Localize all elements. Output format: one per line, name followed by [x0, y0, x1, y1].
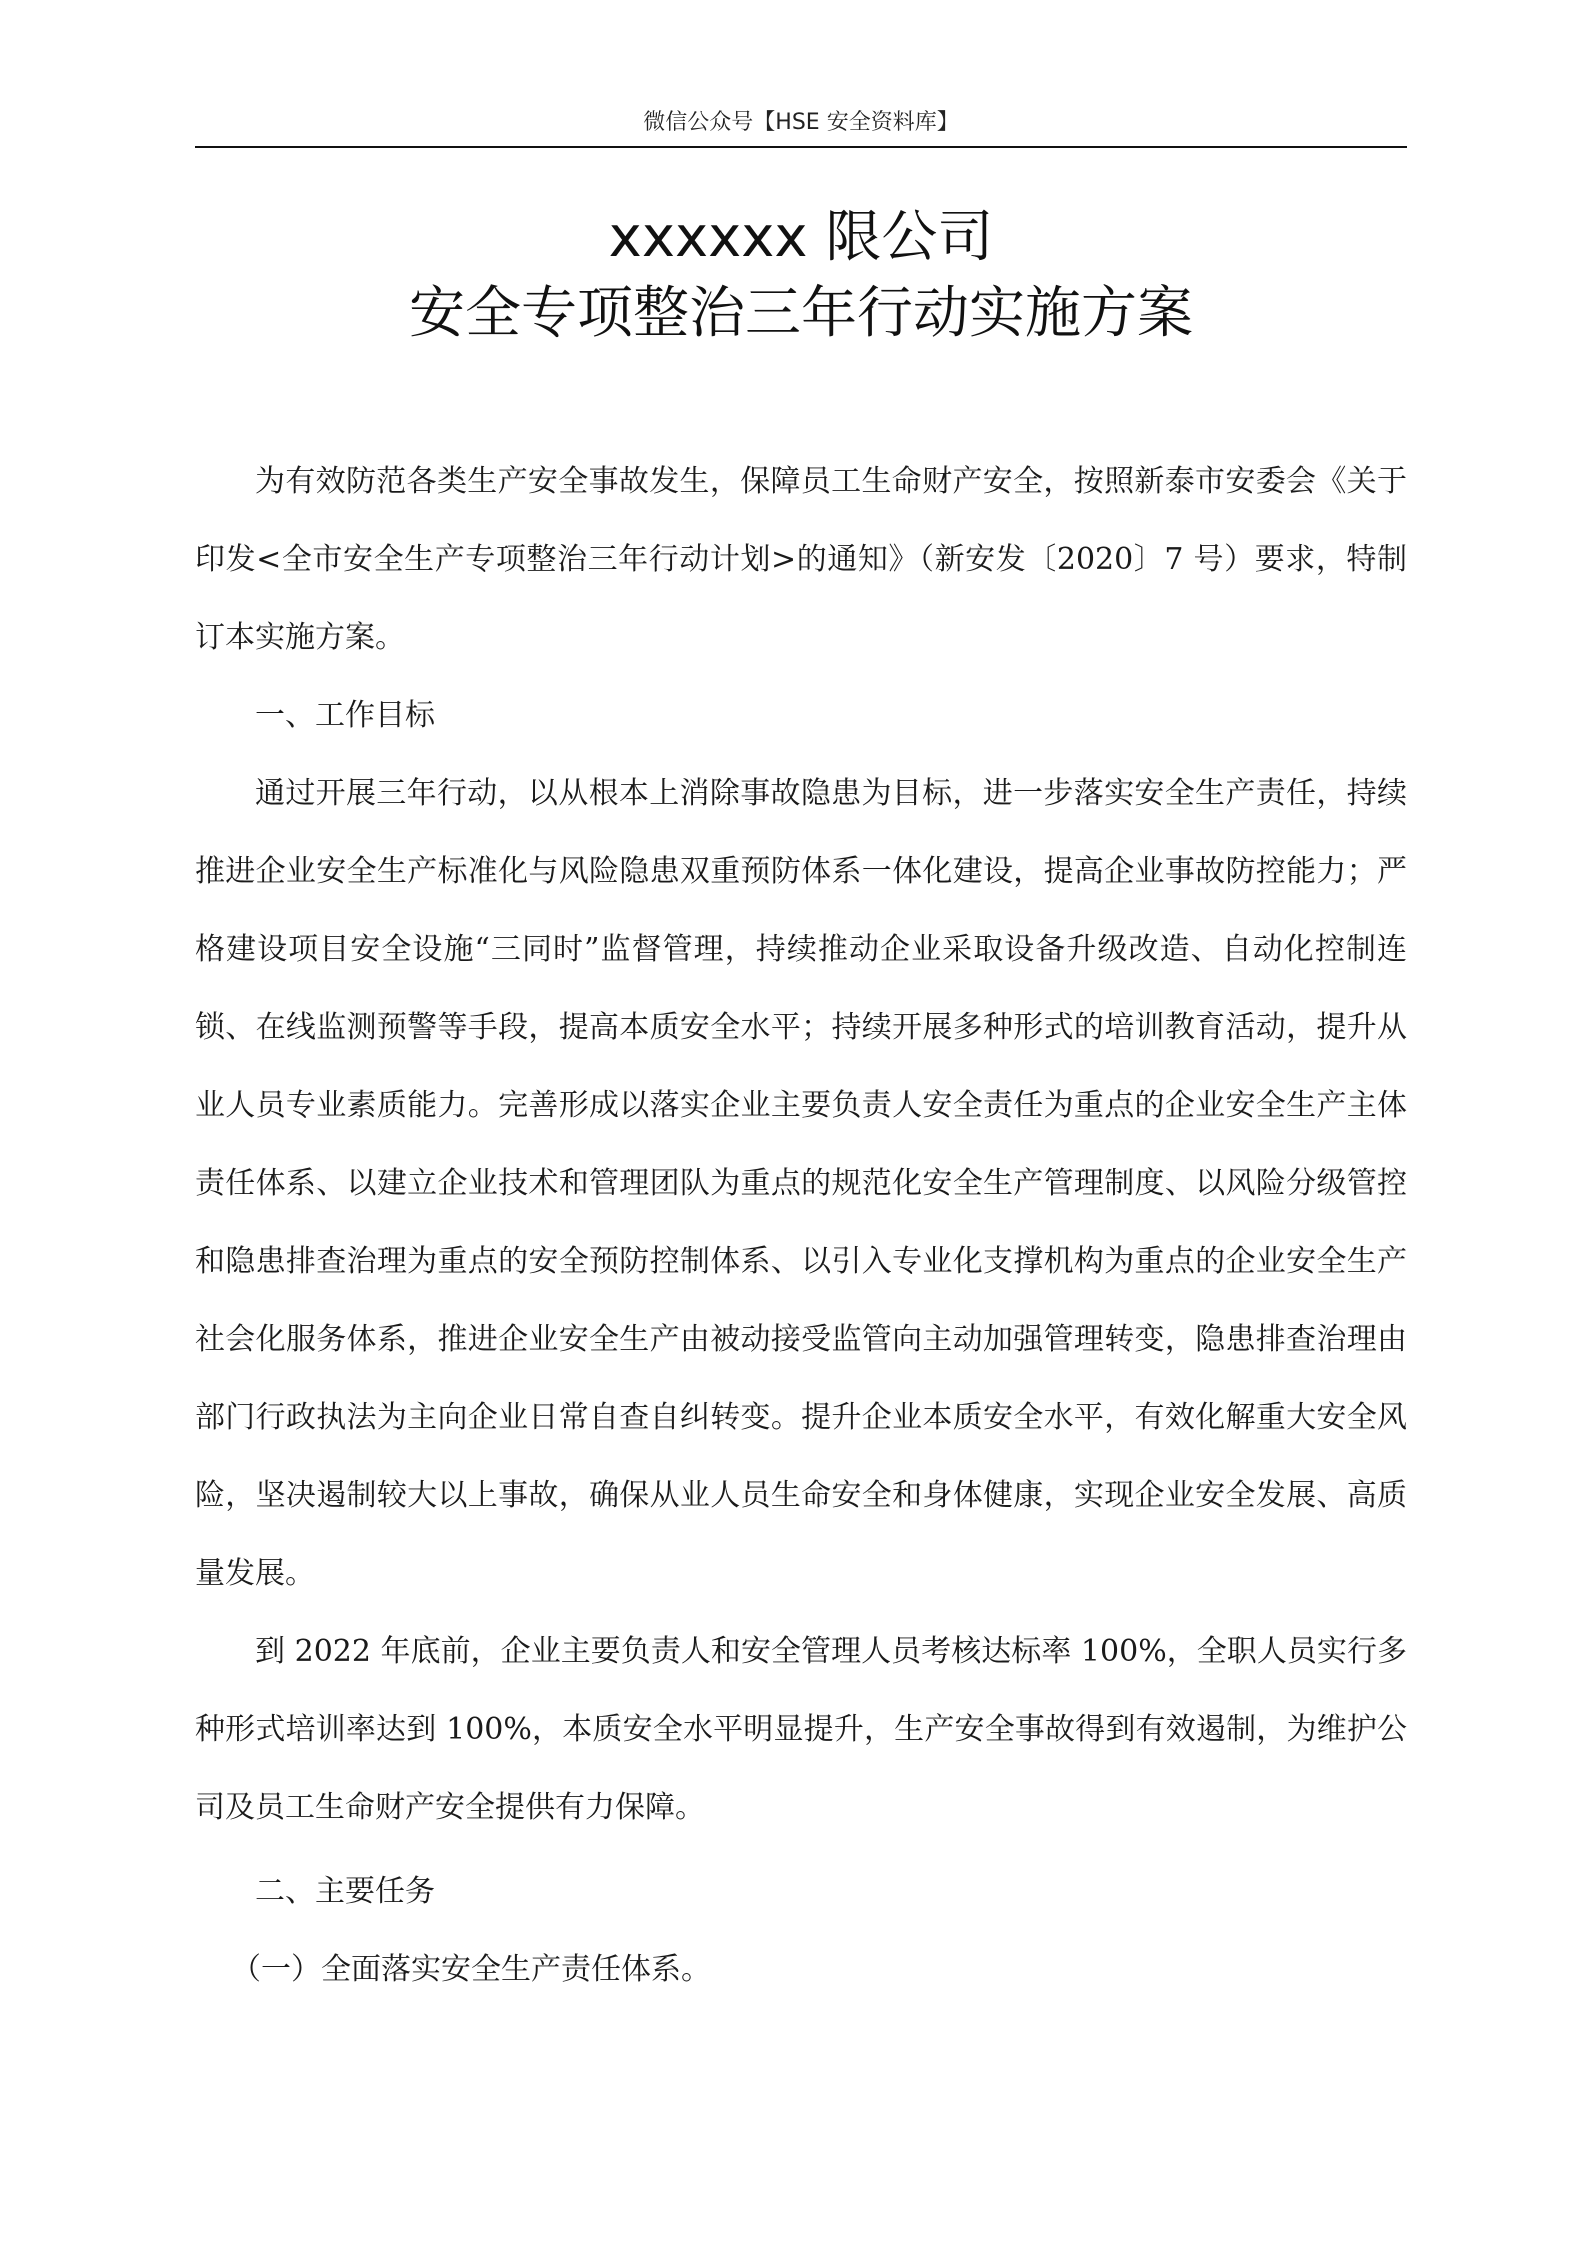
document-title-line-2: 安全专项整治三年行动实施方案: [409, 281, 1193, 346]
header-divider: [195, 146, 1407, 148]
section-1-heading: 一、工作目标: [255, 698, 435, 733]
section-2-subheading-1: （一）全面落实安全生产责任体系。: [231, 1952, 711, 1987]
document-body: [195, 443, 1407, 2009]
section-1-paragraph-2: 到 2022 年底前，企业主要负责人和安全管理人员考核达标率 100%，全职人员实行多种形式培训率达到 100%，本质安全水平明显提升，生产安全事故得到有效遏制，为维护公司及员工生命财产安全提供有力保障。: [195, 1634, 1407, 1825]
page-header: 微信公众号【HSE 安全资料库】: [643, 110, 959, 135]
document-title-line-1: xxxxxx 限公司: [608, 205, 994, 270]
section-2-heading: 二、主要任务: [255, 1874, 435, 1909]
intro-paragraph: 为有效防范各类生产安全事故发生，保障员工生命财产安全，按照新泰市安委会《关于印发<全市安全生产专项整治三年行动计划>的通知》（新安发〔2020〕7 号）要求，特制订本实施方案。: [195, 464, 1407, 655]
section-1-paragraph-1: 通过开展三年行动，以从根本上消除事故隐患为目标，进一步落实安全生产责任，持续推进企业安全生产标准化与风险隐患双重预防体系一体化建设，提高企业事故防控能力；严格建设项目安全设施“三同时”监督管理，持续推动企业采取设备升级改造、自动化控制连锁、在线监测预警等手段，提高本质安全水平；持续开展多种形式的培训教育活动，提升从业人员专业素质能力。完善形成以落实企业主要负责人安全责任为重点的企业安全生产主体责任体系、以建立企业技术和管理团队为重点的规范化安全生产管理制度、以风险分级管控和隐患排查治理为重点的安全预防控制体系、以引入专业化支撑机构为重点的企业安全生产社会化服务体系，推进企业安全生产由被动接受监管向主动加强管理转变，隐患排查治理由部门行政执法为主向企业日常自查自纠转变。提升企业本质安全水平，有效化解重大安全风险，坚决遏制较大以上事故，确保从业人员生命安全和身体健康，实现企业安全发展、高质量发展。: [195, 776, 1407, 1591]
